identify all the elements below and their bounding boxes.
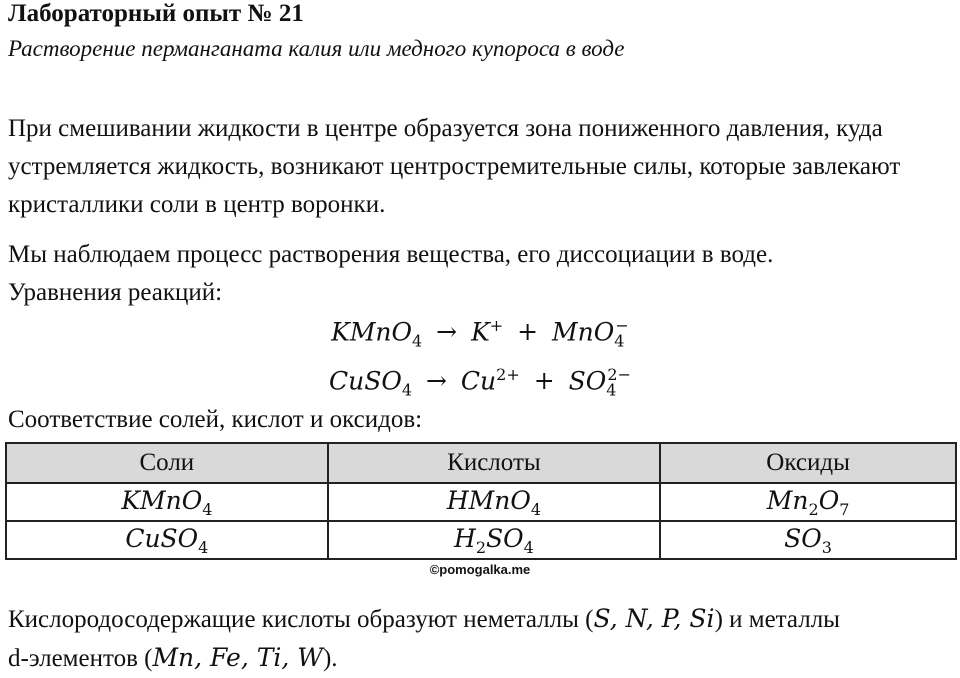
equation-kmno4: KMnO$_4$ → K+ + MnO$_4$− xyxy=(331,316,629,351)
table-header-row xyxy=(6,443,956,483)
nonmetals-list: S, N, P, Si xyxy=(593,604,715,633)
equation-cuso4: CuSO$_4$ → $Cu^{2+} + SO_4^{2-}$ xyxy=(329,365,631,400)
header-oxides: Оксиды xyxy=(660,443,956,483)
table-caption: Соответствие солей, кислот и оксидов: xyxy=(8,406,423,433)
cell-oxide: $Mn_2O_7$ xyxy=(660,483,956,521)
cell-acid: $H_2SO_4$ xyxy=(328,521,660,559)
metals-list: Mn, Fe, Ti, W xyxy=(152,643,323,672)
table-row xyxy=(6,521,956,559)
cell-salt: KMnO$_4$ xyxy=(6,483,328,521)
cell-salt: CuSO$_4$ xyxy=(6,521,328,559)
paragraph-conclusion: Кислородосодержащие кислоты образуют неметаллы (S, N, P, Si) и металлы d-элементов (Mn, Fe, Ti, W). xyxy=(8,604,840,672)
page-title: Лабораторный опыт № 21 xyxy=(8,0,304,27)
cell-acid: HMnO$_4$ xyxy=(328,483,660,521)
paragraph-equations-label: Уравнения реакций: xyxy=(8,279,223,306)
header-acids: Кислоты xyxy=(328,443,660,483)
paragraph-explanation: При смешивании жидкости в центре образуется зона пониженного давления, куда устремляется жидкость, возникают центростремительные силы, которые завлекают кристаллики соли в центр воронки. xyxy=(8,115,901,218)
paragraph-observation: Мы наблюдаем процесс растворения вещества, его диссоциации в воде. xyxy=(8,241,774,268)
watermark-credit: ©pomogalka.me xyxy=(429,562,531,577)
header-salts: Соли xyxy=(6,443,328,483)
salts-acids-oxides-table xyxy=(5,442,957,560)
table-row xyxy=(6,483,956,521)
cell-oxide: $SO_3$ xyxy=(660,521,956,559)
page-subtitle: Растворение перманганата калия или медного купороса в воде xyxy=(8,36,625,61)
